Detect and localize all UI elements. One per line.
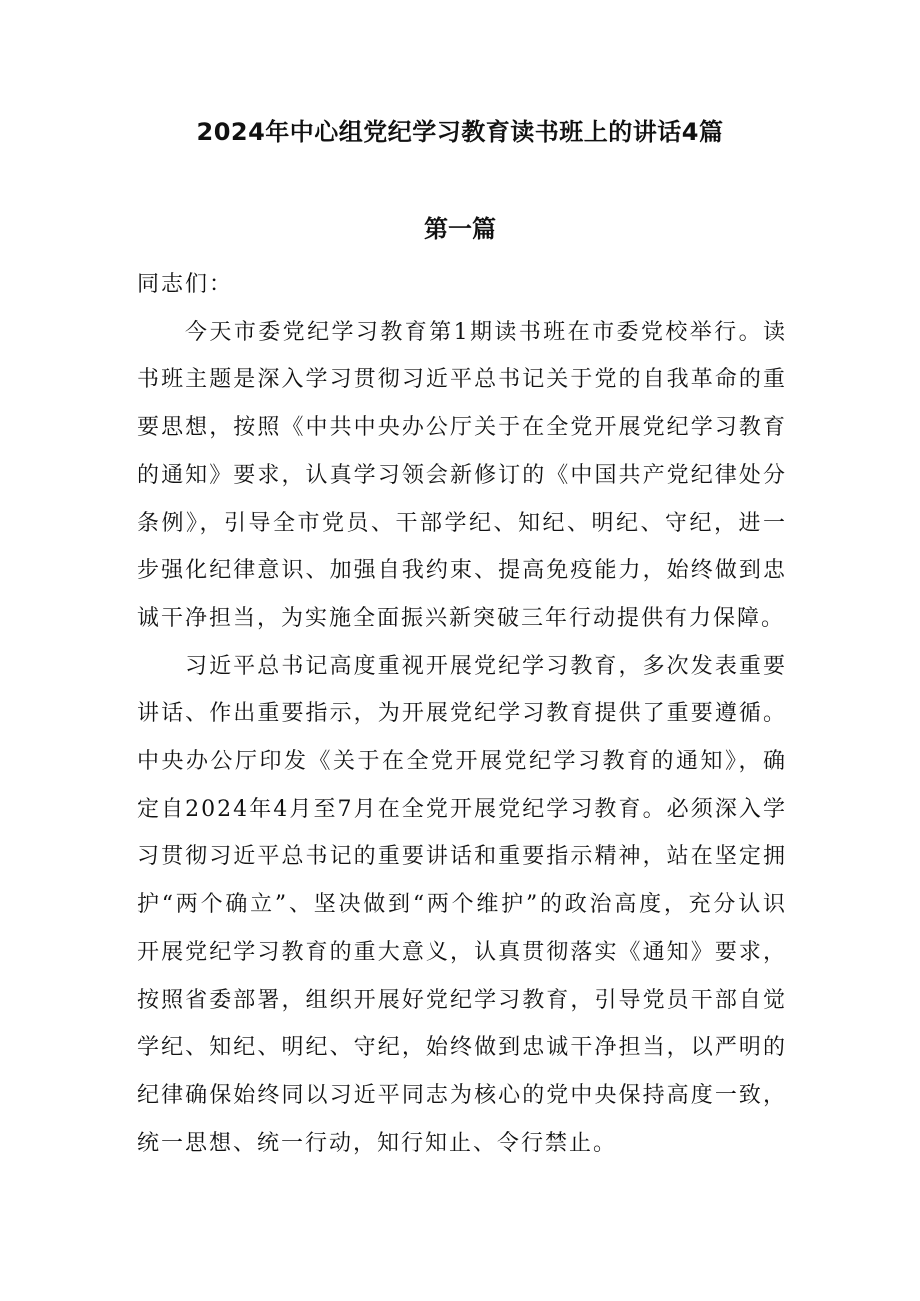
greeting: 同志们： — [137, 272, 234, 297]
section-heading: 第一篇 — [424, 215, 496, 243]
document-title: 2024年中心组党纪学习教育读书班上的讲话4篇 — [196, 118, 724, 146]
document-body — [137, 261, 787, 1167]
paragraph-1: 今天市委党纪学习教育第1期读书班在市委党校举行。读书班主题是深入学习贯彻习近平总书记关于党的自我革命的重要思想，按照《中共中央办公厅关于在全党开展党纪学习教育的通知》要求，认真学习领会新修订的《中国共产党纪律处分条例》，引导全市党员、干部学纪、知纪、明纪、守纪，进一步强化纪律意识、加强自我约束、提高免疫能力，始终做到忠诚干净担当，为实施全面振兴新突破三年行动提供有力保障。 — [137, 319, 787, 631]
paragraph-2: 习近平总书记高度重视开展党纪学习教育，多次发表重要讲话、作出重要指示，为开展党纪学习教育提供了重要遵循。中央办公厅印发《关于在全党开展党纪学习教育的通知》，确定自2024年4月至7月在全党开展党纪学习教育。必须深入学习贯彻习近平总书记的重要讲话和重要指示精神，站在坚定拥护“两个确立”、坚决做到“两个维护”的政治高度，充分认识开展党纪学习教育的重大意义，认真贯彻落实《通知》要求，按照省委部署，组织开展好党纪学习教育，引导党员干部自觉学纪、知纪、明纪、守纪，始终做到忠诚干净担当，以严明的纪律确保始终同以习近平同志为核心的党中央保持高度一致，统一思想、统一行动，知行知止、令行禁止。 — [137, 653, 787, 1156]
